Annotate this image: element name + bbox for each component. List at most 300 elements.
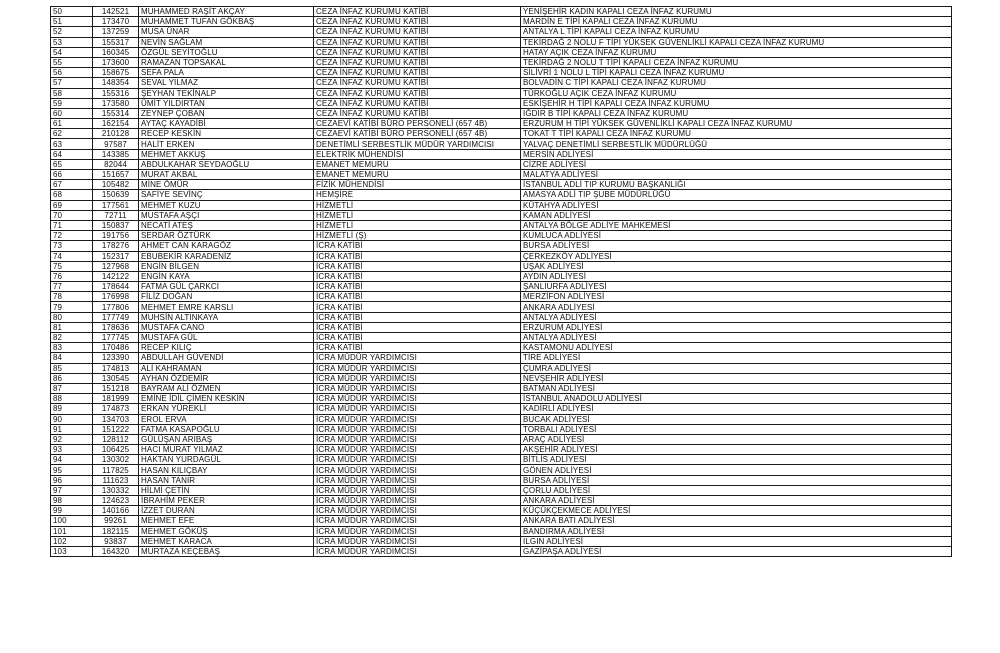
row-number-cell: 51	[51, 17, 93, 27]
table-row	[51, 373, 952, 383]
registry-number-cell: 130545	[93, 373, 139, 383]
table-row	[51, 516, 952, 526]
assigned-unit-cell: MALATYA ADLİYESİ	[521, 170, 952, 180]
table-row	[51, 200, 952, 210]
registry-number-cell: 182115	[93, 526, 139, 536]
row-number-cell: 75	[51, 261, 93, 271]
job-title-cell: CEZA İNFAZ KURUMU KATİBİ	[314, 17, 521, 27]
registry-number-cell: 173600	[93, 57, 139, 67]
job-title-cell: HİZMETLİ (Ş)	[314, 231, 521, 241]
person-name-cell: İBRAHİM PEKER	[139, 496, 314, 506]
row-number-cell: 63	[51, 139, 93, 149]
assigned-unit-cell: AMASYA ADLİ TIP ŞUBE MÜDÜRLÜĞÜ	[521, 190, 952, 200]
row-number-cell: 78	[51, 292, 93, 302]
row-number-cell: 81	[51, 322, 93, 332]
row-number-cell: 103	[51, 546, 93, 556]
person-name-cell: ENGİN BİLGEN	[139, 261, 314, 271]
assigned-unit-cell: IĞDIR B TİPİ KAPALI CEZA İNFAZ KURUMU	[521, 108, 952, 118]
job-title-cell: HEMŞİRE	[314, 190, 521, 200]
table-row	[51, 108, 952, 118]
registry-number-cell: 151657	[93, 170, 139, 180]
registry-number-cell: 127968	[93, 261, 139, 271]
row-number-cell: 86	[51, 373, 93, 383]
job-title-cell: CEZA İNFAZ KURUMU KATİBİ	[314, 108, 521, 118]
assigned-unit-cell: NEVŞEHİR ADLİYESİ	[521, 373, 952, 383]
row-number-cell: 57	[51, 78, 93, 88]
assigned-unit-cell: ANKARA ADLİYESİ	[521, 496, 952, 506]
row-number-cell: 76	[51, 271, 93, 281]
person-name-cell: MUHSİN ALTINKAYA	[139, 312, 314, 322]
table-row	[51, 210, 952, 220]
assigned-unit-cell: KÜÇÜKÇEKMECE ADLİYESİ	[521, 506, 952, 516]
personnel-table	[50, 6, 952, 557]
table-row	[51, 261, 952, 271]
table-row	[51, 68, 952, 78]
registry-number-cell: 82044	[93, 159, 139, 169]
job-title-cell: İCRA KATİBİ	[314, 261, 521, 271]
table-row	[51, 88, 952, 98]
table-row	[51, 241, 952, 251]
registry-number-cell: 177806	[93, 302, 139, 312]
person-name-cell: MEHMET KARACA	[139, 536, 314, 546]
job-title-cell: İCRA KATİBİ	[314, 312, 521, 322]
person-name-cell: MUHAMMED RAŞİT AKÇAY	[139, 7, 314, 17]
row-number-cell: 64	[51, 149, 93, 159]
personnel-table-body	[51, 7, 952, 557]
assigned-unit-cell: ÇORLU ADLİYESİ	[521, 485, 952, 495]
assigned-unit-cell: GÖNEN ADLİYESİ	[521, 465, 952, 475]
person-name-cell: MUSTAFA CANO	[139, 322, 314, 332]
row-number-cell: 99	[51, 506, 93, 516]
table-row	[51, 27, 952, 37]
assigned-unit-cell: BATMAN ADLİYESİ	[521, 383, 952, 393]
assigned-unit-cell: KAMAN ADLİYESİ	[521, 210, 952, 220]
job-title-cell: CEZA İNFAZ KURUMU KATİBİ	[314, 88, 521, 98]
job-title-cell: İCRA MÜDÜR YARDIMCISI	[314, 516, 521, 526]
row-number-cell: 92	[51, 434, 93, 444]
assigned-unit-cell: AKŞEHİR ADLİYESİ	[521, 445, 952, 455]
registry-number-cell: 151218	[93, 383, 139, 393]
registry-number-cell: 106425	[93, 445, 139, 455]
registry-number-cell: 177561	[93, 200, 139, 210]
job-title-cell: HİZMETLİ	[314, 210, 521, 220]
job-title-cell: İCRA KATİBİ	[314, 322, 521, 332]
person-name-cell: HİLMİ ÇETİN	[139, 485, 314, 495]
person-name-cell: ABDULKAHAR SEYDAOĞLU	[139, 159, 314, 169]
job-title-cell: HİZMETLİ	[314, 200, 521, 210]
person-name-cell: ERKAN YÜREKLİ	[139, 404, 314, 414]
registry-number-cell: 191756	[93, 231, 139, 241]
person-name-cell: SAFİYE SEVİNÇ	[139, 190, 314, 200]
registry-number-cell: 99261	[93, 516, 139, 526]
assigned-unit-cell: BURSA ADLİYESİ	[521, 241, 952, 251]
registry-number-cell: 142521	[93, 7, 139, 17]
registry-number-cell: 210128	[93, 129, 139, 139]
registry-number-cell: 150639	[93, 190, 139, 200]
job-title-cell: İCRA KATİBİ	[314, 251, 521, 261]
registry-number-cell: 93837	[93, 536, 139, 546]
job-title-cell: CEZAEVİ KATİBİ BÜRO PERSONELİ (657 4B)	[314, 129, 521, 139]
table-row	[51, 343, 952, 353]
table-row	[51, 485, 952, 495]
registry-number-cell: 152317	[93, 251, 139, 261]
registry-number-cell: 150837	[93, 220, 139, 230]
row-number-cell: 100	[51, 516, 93, 526]
row-number-cell: 73	[51, 241, 93, 251]
person-name-cell: ALİ KAHRAMAN	[139, 363, 314, 373]
assigned-unit-cell: ERZURUM ADLİYESİ	[521, 322, 952, 332]
assigned-unit-cell: TİRE ADLİYESİ	[521, 353, 952, 363]
row-number-cell: 61	[51, 119, 93, 129]
person-name-cell: HASAN KILIÇBAY	[139, 465, 314, 475]
person-name-cell: MUSA ÜNAR	[139, 27, 314, 37]
job-title-cell: İCRA KATİBİ	[314, 302, 521, 312]
job-title-cell: CEZAEVİ KATİBİ BÜRO PERSONELİ (657 4B)	[314, 119, 521, 129]
table-row	[51, 353, 952, 363]
table-row	[51, 7, 952, 17]
table-row	[51, 119, 952, 129]
person-name-cell: RECEP KILIÇ	[139, 343, 314, 353]
job-title-cell: ELEKTRİK MÜHENDİSİ	[314, 149, 521, 159]
person-name-cell: EROL ERVA	[139, 414, 314, 424]
person-name-cell: HALİT ERKEN	[139, 139, 314, 149]
registry-number-cell: 162154	[93, 119, 139, 129]
table-row	[51, 394, 952, 404]
assigned-unit-cell: ŞANLIURFA ADLİYESİ	[521, 282, 952, 292]
row-number-cell: 85	[51, 363, 93, 373]
job-title-cell: İCRA MÜDÜR YARDIMCISI	[314, 496, 521, 506]
registry-number-cell: 177749	[93, 312, 139, 322]
assigned-unit-cell: BUCAK ADLİYESİ	[521, 414, 952, 424]
registry-number-cell: 143385	[93, 149, 139, 159]
assigned-unit-cell: ARAÇ ADLİYESİ	[521, 434, 952, 444]
assigned-unit-cell: GAZİPAŞA ADLİYESİ	[521, 546, 952, 556]
job-title-cell: İCRA KATİBİ	[314, 333, 521, 343]
assigned-unit-cell: TEKİRDAĞ 2 NOLU T TİPİ KAPALI CEZA İNFAZ KURUMU	[521, 57, 952, 67]
row-number-cell: 67	[51, 180, 93, 190]
job-title-cell: İCRA KATİBİ	[314, 241, 521, 251]
job-title-cell: İCRA MÜDÜR YARDIMCISI	[314, 475, 521, 485]
table-row	[51, 271, 952, 281]
row-number-cell: 53	[51, 37, 93, 47]
person-name-cell: MUHAMMET TUFAN GÖKBAŞ	[139, 17, 314, 27]
registry-number-cell: 124623	[93, 496, 139, 506]
table-row	[51, 445, 952, 455]
row-number-cell: 50	[51, 7, 93, 17]
assigned-unit-cell: YALVAÇ DENETİMLİ SERBESTLİK MÜDÜRLÜĞÜ	[521, 139, 952, 149]
job-title-cell: İCRA MÜDÜR YARDIMCISI	[314, 353, 521, 363]
table-row	[51, 526, 952, 536]
assigned-unit-cell: SİLİVRİ 1 NOLU L TİPİ KAPALI CEZA İNFAZ KURUMU	[521, 68, 952, 78]
person-name-cell: MURTAZA KEÇEBAŞ	[139, 546, 314, 556]
assigned-unit-cell: ILGIN ADLİYESİ	[521, 536, 952, 546]
registry-number-cell: 174873	[93, 404, 139, 414]
job-title-cell: İCRA MÜDÜR YARDIMCISI	[314, 485, 521, 495]
assigned-unit-cell: İSTANBUL ANADOLU ADLİYESİ	[521, 394, 952, 404]
row-number-cell: 65	[51, 159, 93, 169]
person-name-cell: MEHMET GÖKÜŞ	[139, 526, 314, 536]
table-row	[51, 47, 952, 57]
assigned-unit-cell: ÇUMRA ADLİYESİ	[521, 363, 952, 373]
job-title-cell: İCRA MÜDÜR YARDIMCISI	[314, 424, 521, 434]
assigned-unit-cell: BOLVADİN C TİPİ KAPALI CEZA İNFAZ KURUMU	[521, 78, 952, 88]
registry-number-cell: 105482	[93, 180, 139, 190]
registry-number-cell: 151222	[93, 424, 139, 434]
person-name-cell: MURAT AKBAL	[139, 170, 314, 180]
job-title-cell: CEZA İNFAZ KURUMU KATİBİ	[314, 47, 521, 57]
registry-number-cell: 174813	[93, 363, 139, 373]
job-title-cell: İCRA MÜDÜR YARDIMCISI	[314, 394, 521, 404]
person-name-cell: İZZET DURAN	[139, 506, 314, 516]
row-number-cell: 95	[51, 465, 93, 475]
assigned-unit-cell: KUMLUCA ADLİYESİ	[521, 231, 952, 241]
assigned-unit-cell: BİTLİS ADLİYESİ	[521, 455, 952, 465]
table-row	[51, 78, 952, 88]
person-name-cell: NEVİN SAĞLAM	[139, 37, 314, 47]
table-row	[51, 251, 952, 261]
registry-number-cell: 170486	[93, 343, 139, 353]
person-name-cell: ENGİN KAYA	[139, 271, 314, 281]
job-title-cell: CEZA İNFAZ KURUMU KATİBİ	[314, 27, 521, 37]
job-title-cell: İCRA MÜDÜR YARDIMCISI	[314, 536, 521, 546]
assigned-unit-cell: KÜTAHYA ADLİYESİ	[521, 200, 952, 210]
assigned-unit-cell: ANKARA ADLİYESİ	[521, 302, 952, 312]
row-number-cell: 90	[51, 414, 93, 424]
assigned-unit-cell: ANTALYA L TİPİ KAPALI CEZA İNFAZ KURUMU	[521, 27, 952, 37]
table-row	[51, 536, 952, 546]
job-title-cell: İCRA KATİBİ	[314, 343, 521, 353]
registry-number-cell: 128112	[93, 434, 139, 444]
assigned-unit-cell: KASTAMONU ADLİYESİ	[521, 343, 952, 353]
row-number-cell: 66	[51, 170, 93, 180]
table-row	[51, 363, 952, 373]
row-number-cell: 83	[51, 343, 93, 353]
assigned-unit-cell: TORBALI ADLİYESİ	[521, 424, 952, 434]
assigned-unit-cell: ANKARA BATI ADLİYESİ	[521, 516, 952, 526]
person-name-cell: MUSTAFA AŞÇI	[139, 210, 314, 220]
row-number-cell: 80	[51, 312, 93, 322]
registry-number-cell: 97587	[93, 139, 139, 149]
table-row	[51, 129, 952, 139]
person-name-cell: MEHMET EFE	[139, 516, 314, 526]
person-name-cell: EMİNE İDİL ÇİMEN KESKİN	[139, 394, 314, 404]
row-number-cell: 77	[51, 282, 93, 292]
job-title-cell: CEZA İNFAZ KURUMU KATİBİ	[314, 7, 521, 17]
job-title-cell: İCRA MÜDÜR YARDIMCISI	[314, 373, 521, 383]
registry-number-cell: 117825	[93, 465, 139, 475]
registry-number-cell: 155317	[93, 37, 139, 47]
assigned-unit-cell: TÜRKOĞLU AÇIK CEZA İNFAZ KURUMU	[521, 88, 952, 98]
registry-number-cell: 148354	[93, 78, 139, 88]
table-row	[51, 465, 952, 475]
row-number-cell: 71	[51, 220, 93, 230]
row-number-cell: 54	[51, 47, 93, 57]
job-title-cell: İCRA MÜDÜR YARDIMCISI	[314, 526, 521, 536]
person-name-cell: MİNE ÖMÜR	[139, 180, 314, 190]
registry-number-cell: 130302	[93, 455, 139, 465]
table-row	[51, 17, 952, 27]
row-number-cell: 89	[51, 404, 93, 414]
table-row	[51, 220, 952, 230]
registry-number-cell: 178636	[93, 322, 139, 332]
assigned-unit-cell: ERZURUM H TİPİ YÜKSEK GÜVENLİKLİ KAPALI CEZA İNFAZ KURUMU	[521, 119, 952, 129]
person-name-cell: RECEP KESKİN	[139, 129, 314, 139]
person-name-cell: SERDAR ÖZTÜRK	[139, 231, 314, 241]
job-title-cell: CEZA İNFAZ KURUMU KATİBİ	[314, 57, 521, 67]
table-row	[51, 414, 952, 424]
job-title-cell: HİZMETLİ	[314, 220, 521, 230]
job-title-cell: İCRA MÜDÜR YARDIMCISI	[314, 455, 521, 465]
person-name-cell: FİLİZ DOĞAN	[139, 292, 314, 302]
job-title-cell: İCRA MÜDÜR YARDIMCISI	[314, 434, 521, 444]
row-number-cell: 101	[51, 526, 93, 536]
registry-number-cell: 72711	[93, 210, 139, 220]
job-title-cell: EMANET MEMURU	[314, 159, 521, 169]
row-number-cell: 62	[51, 129, 93, 139]
table-row	[51, 98, 952, 108]
registry-number-cell: 130332	[93, 485, 139, 495]
row-number-cell: 74	[51, 251, 93, 261]
row-number-cell: 79	[51, 302, 93, 312]
person-name-cell: NECATİ ATEŞ	[139, 220, 314, 230]
assigned-unit-cell: ANTALYA ADLİYESİ	[521, 333, 952, 343]
person-name-cell: BAYRAM ALİ ÖZMEN	[139, 383, 314, 393]
table-row	[51, 37, 952, 47]
job-title-cell: İCRA MÜDÜR YARDIMCISI	[314, 506, 521, 516]
registry-number-cell: 160345	[93, 47, 139, 57]
registry-number-cell: 142122	[93, 271, 139, 281]
assigned-unit-cell: TEKİRDAĞ 2 NOLU F TİPİ YÜKSEK GÜVENLİKLİ KAPALI CEZA İNFAZ KURUMU	[521, 37, 952, 47]
assigned-unit-cell: CİZRE ADLİYESİ	[521, 159, 952, 169]
table-row	[51, 282, 952, 292]
job-title-cell: FİZİK MÜHENDİSİ	[314, 180, 521, 190]
registry-number-cell: 181999	[93, 394, 139, 404]
person-name-cell: MEHMET KUZU	[139, 200, 314, 210]
row-number-cell: 55	[51, 57, 93, 67]
job-title-cell: CEZA İNFAZ KURUMU KATİBİ	[314, 68, 521, 78]
person-name-cell: MUSTAFA GÜL	[139, 333, 314, 343]
person-name-cell: RAMAZAN TOPSAKAL	[139, 57, 314, 67]
person-name-cell: ÖZGÜL SEYİTOĞLU	[139, 47, 314, 57]
assigned-unit-cell: MERSİN ADLİYESİ	[521, 149, 952, 159]
table-row	[51, 496, 952, 506]
person-name-cell: AYTAÇ KAYADİBİ	[139, 119, 314, 129]
person-name-cell: FATMA GÜL ÇARKCI	[139, 282, 314, 292]
row-number-cell: 68	[51, 190, 93, 200]
assigned-unit-cell: İSTANBUL ADLİ TIP KURUMU BAŞKANLIĞI	[521, 180, 952, 190]
table-row	[51, 546, 952, 556]
person-name-cell: ŞEYHAN TEKİNALP	[139, 88, 314, 98]
table-row	[51, 159, 952, 169]
assigned-unit-cell: KADİRLİ ADLİYESİ	[521, 404, 952, 414]
table-row	[51, 424, 952, 434]
table-row	[51, 333, 952, 343]
row-number-cell: 84	[51, 353, 93, 363]
table-row	[51, 404, 952, 414]
registry-number-cell: 137259	[93, 27, 139, 37]
row-number-cell: 98	[51, 496, 93, 506]
row-number-cell: 94	[51, 455, 93, 465]
registry-number-cell: 155316	[93, 88, 139, 98]
row-number-cell: 59	[51, 98, 93, 108]
job-title-cell: İCRA KATİBİ	[314, 292, 521, 302]
job-title-cell: CEZA İNFAZ KURUMU KATİBİ	[314, 78, 521, 88]
job-title-cell: İCRA MÜDÜR YARDIMCISI	[314, 445, 521, 455]
assigned-unit-cell: ANTALYA BÖLGE ADLİYE MAHKEMESİ	[521, 220, 952, 230]
person-name-cell: HASAN TANIR	[139, 475, 314, 485]
row-number-cell: 60	[51, 108, 93, 118]
row-number-cell: 87	[51, 383, 93, 393]
person-name-cell: ABDULLAH GÜVENDİ	[139, 353, 314, 363]
job-title-cell: İCRA MÜDÜR YARDIMCISI	[314, 383, 521, 393]
table-row	[51, 434, 952, 444]
row-number-cell: 88	[51, 394, 93, 404]
person-name-cell: EBUBEKİR KARADENİZ	[139, 251, 314, 261]
table-row	[51, 383, 952, 393]
job-title-cell: İCRA MÜDÜR YARDIMCISI	[314, 363, 521, 373]
row-number-cell: 69	[51, 200, 93, 210]
job-title-cell: İCRA MÜDÜR YARDIMCISI	[314, 404, 521, 414]
person-name-cell: FATMA KASAPOĞLU	[139, 424, 314, 434]
row-number-cell: 97	[51, 485, 93, 495]
table-row	[51, 302, 952, 312]
person-name-cell: MEHMET AKKUŞ	[139, 149, 314, 159]
assigned-unit-cell: ESKİŞEHİR H TİPİ KAPALI CEZA İNFAZ KURUMU	[521, 98, 952, 108]
row-number-cell: 70	[51, 210, 93, 220]
registry-number-cell: 123390	[93, 353, 139, 363]
assigned-unit-cell: BURSA ADLİYESİ	[521, 475, 952, 485]
row-number-cell: 96	[51, 475, 93, 485]
row-number-cell: 52	[51, 27, 93, 37]
assigned-unit-cell: YENİŞEHİR KADIN KAPALI CEZA İNFAZ KURUMU	[521, 7, 952, 17]
table-row	[51, 190, 952, 200]
table-row	[51, 170, 952, 180]
assigned-unit-cell: BANDIRMA ADLİYESİ	[521, 526, 952, 536]
job-title-cell: İCRA KATİBİ	[314, 282, 521, 292]
assigned-unit-cell: MARDİN E TİPİ KAPALI CEZA İNFAZ KURUMU	[521, 17, 952, 27]
row-number-cell: 58	[51, 88, 93, 98]
table-row	[51, 322, 952, 332]
person-name-cell: HAKTAN YURDAGÜL	[139, 455, 314, 465]
registry-number-cell: 164320	[93, 546, 139, 556]
assigned-unit-cell: AYDIN ADLİYESİ	[521, 271, 952, 281]
table-row	[51, 180, 952, 190]
row-number-cell: 82	[51, 333, 93, 343]
table-row	[51, 149, 952, 159]
document-page	[50, 6, 951, 557]
row-number-cell: 72	[51, 231, 93, 241]
registry-number-cell: 140166	[93, 506, 139, 516]
table-row	[51, 292, 952, 302]
table-row	[51, 139, 952, 149]
job-title-cell: İCRA MÜDÜR YARDIMCISI	[314, 546, 521, 556]
person-name-cell: AYHAN ÖZDEMİR	[139, 373, 314, 383]
assigned-unit-cell: ÇERKEZKÖY ADLİYESİ	[521, 251, 952, 261]
registry-number-cell: 134703	[93, 414, 139, 424]
table-row	[51, 231, 952, 241]
table-row	[51, 57, 952, 67]
row-number-cell: 93	[51, 445, 93, 455]
job-title-cell: CEZA İNFAZ KURUMU KATİBİ	[314, 98, 521, 108]
registry-number-cell: 177745	[93, 333, 139, 343]
registry-number-cell: 178276	[93, 241, 139, 251]
person-name-cell: SEVAL YILMAZ	[139, 78, 314, 88]
job-title-cell: CEZA İNFAZ KURUMU KATİBİ	[314, 37, 521, 47]
registry-number-cell: 111623	[93, 475, 139, 485]
row-number-cell: 91	[51, 424, 93, 434]
assigned-unit-cell: TOKAT T TİPİ KAPALI CEZA İNFAZ KURUMU	[521, 129, 952, 139]
person-name-cell: AHMET CAN KARAGÖZ	[139, 241, 314, 251]
